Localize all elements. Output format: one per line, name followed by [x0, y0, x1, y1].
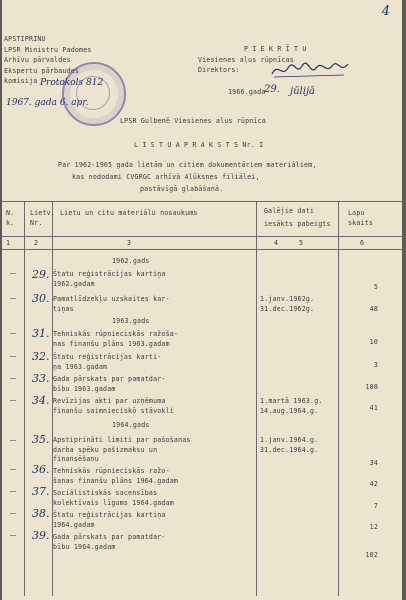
subtitle-line: kas nododami CVGRGC arhīvā Alūksnes filiālei, [72, 173, 260, 181]
year-heading: 1963.gads [112, 317, 150, 325]
subtitle-line: Par 1962-1965 gada lietām un citiem dokumentāriem materiāliem, [58, 161, 317, 169]
column-rule [24, 201, 25, 596]
colnum: 5 [299, 239, 304, 247]
row-title: Apstiprināti limiti par pašošanas darba spēku pašizmaksu un finansēšanu [53, 436, 191, 464]
colnum: 1 [6, 239, 11, 247]
row-pages: 3 [373, 361, 378, 369]
row-pages: 34 [369, 459, 378, 467]
row-dates: 1.martā 1963.g. 14.aug.1964.g. [260, 397, 323, 415]
header-dates-sub: iesākts pabeigts [264, 220, 331, 228]
case-number: 36. [32, 463, 50, 476]
row-pages: 10 [369, 338, 378, 346]
row-title: Gada pārskats par pamatdar- bību 1963.gadam [53, 375, 166, 393]
document-title: L I S T U A P R A K S T S Nr. I [134, 141, 264, 149]
colnum: 6 [360, 239, 365, 247]
case-number: 37. [32, 485, 50, 498]
case-number: 32. [32, 350, 50, 363]
row-pages: 48 [369, 305, 378, 313]
case-number: 35. [32, 433, 50, 446]
subtitle-line: pastāvīgā glabāšanā. [140, 185, 224, 193]
approval-date-month: jūlijā [290, 86, 315, 97]
colnum: 4 [274, 239, 279, 247]
row-title: Sociālistiskās sacensības kolektīvais līgums 1964.gadam [53, 489, 174, 507]
header-pages: Lapu skaits [348, 209, 374, 227]
row-title: Tehniskās rūpnieciskās ražoša- nas finanšu plāns 1963.gadam [53, 330, 179, 348]
header-title: Lietu un citu materiālu nosaukums [60, 209, 198, 217]
document-page [2, 0, 402, 600]
approval-line: Ekspertu pārbaudes [4, 66, 80, 75]
approval-line: komisija [4, 77, 38, 85]
row-pages: 7 [373, 502, 378, 510]
year-heading: 1962.gads [112, 257, 150, 265]
row-title: Štatu reģistrācijas karti- ņa 1963.gadam [53, 353, 162, 371]
case-number: 29. [32, 268, 50, 281]
table-header-rule [2, 236, 402, 237]
protocol-date: 1967. gada 6. apr. [6, 98, 89, 108]
row-pages: 102 [365, 551, 378, 559]
approval-line: Arhīvu pārvaldes [4, 56, 71, 64]
case-number: 34. [32, 394, 50, 407]
header-no: N. k. [6, 209, 15, 227]
case-number: 31. [32, 327, 50, 340]
approval-line: Direktors: [198, 66, 240, 74]
row-dates: 1.janv.1962g. 31.dec.1962g. [260, 295, 315, 313]
row-title: Štatu reģistrācijas kartiņa 1962.gadam [53, 270, 166, 288]
table-colnum-rule [2, 249, 402, 250]
row-pages: 5 [373, 283, 378, 291]
protocol-note: Protokols 812 [40, 78, 104, 88]
colnum: 3 [127, 239, 132, 247]
column-rule [256, 201, 257, 596]
row-pages: 41 [369, 404, 378, 412]
director-signature [270, 60, 350, 80]
row-title: Tehniskās rūpnieciskās ražo- šanas finanšu plāns 1964.gadam [53, 467, 179, 485]
case-number: 39. [32, 529, 50, 542]
case-number: 38. [32, 507, 50, 520]
row-pages: 42 [369, 480, 378, 488]
row-title: Pamatlīdzekļu uzskaites kar- tiņas [53, 295, 170, 313]
approval-line: LPSR Ministru Padomes [4, 45, 92, 54]
case-number: 33. [32, 372, 50, 385]
row-title: Revīzijas akti par uzņēmuma finanšu saimnieciskō stāvokli [53, 397, 174, 415]
row-pages: 108 [365, 383, 378, 391]
year-heading: 1964.gads [112, 421, 150, 429]
table-top-rule [2, 201, 402, 202]
header-dates: Galējie dati [264, 207, 315, 215]
official-stamp [62, 62, 126, 126]
approval-line: Viesienes alus rūpnīcas [198, 55, 294, 64]
document-subtitle [58, 159, 317, 195]
approval-date-prefix: 1966.gada [228, 88, 266, 96]
colnum: 2 [34, 239, 39, 247]
column-rule [338, 201, 339, 596]
row-pages: 12 [369, 523, 378, 531]
approval-heading: P I E K R Ī T U [244, 45, 307, 53]
approval-date-day: 29. [264, 84, 280, 95]
page-number: 4 [381, 4, 390, 19]
case-number: 30. [32, 292, 50, 305]
approval-line: APSTIPRINU [4, 35, 46, 43]
header-case-no: Lietv. Nr. [30, 209, 56, 227]
organization-name: LPSR Gulbenē Viesienes alus rūpnīca [120, 117, 266, 125]
row-title: Štatu reģistrācijas kartiņa 1964.gadam [53, 511, 166, 529]
row-dates: 1.janv.1964.g. 31.dec.1964.g. [260, 436, 319, 454]
row-title: Gada pārskats par pamatdar- bību 1964.gadam [53, 533, 166, 551]
